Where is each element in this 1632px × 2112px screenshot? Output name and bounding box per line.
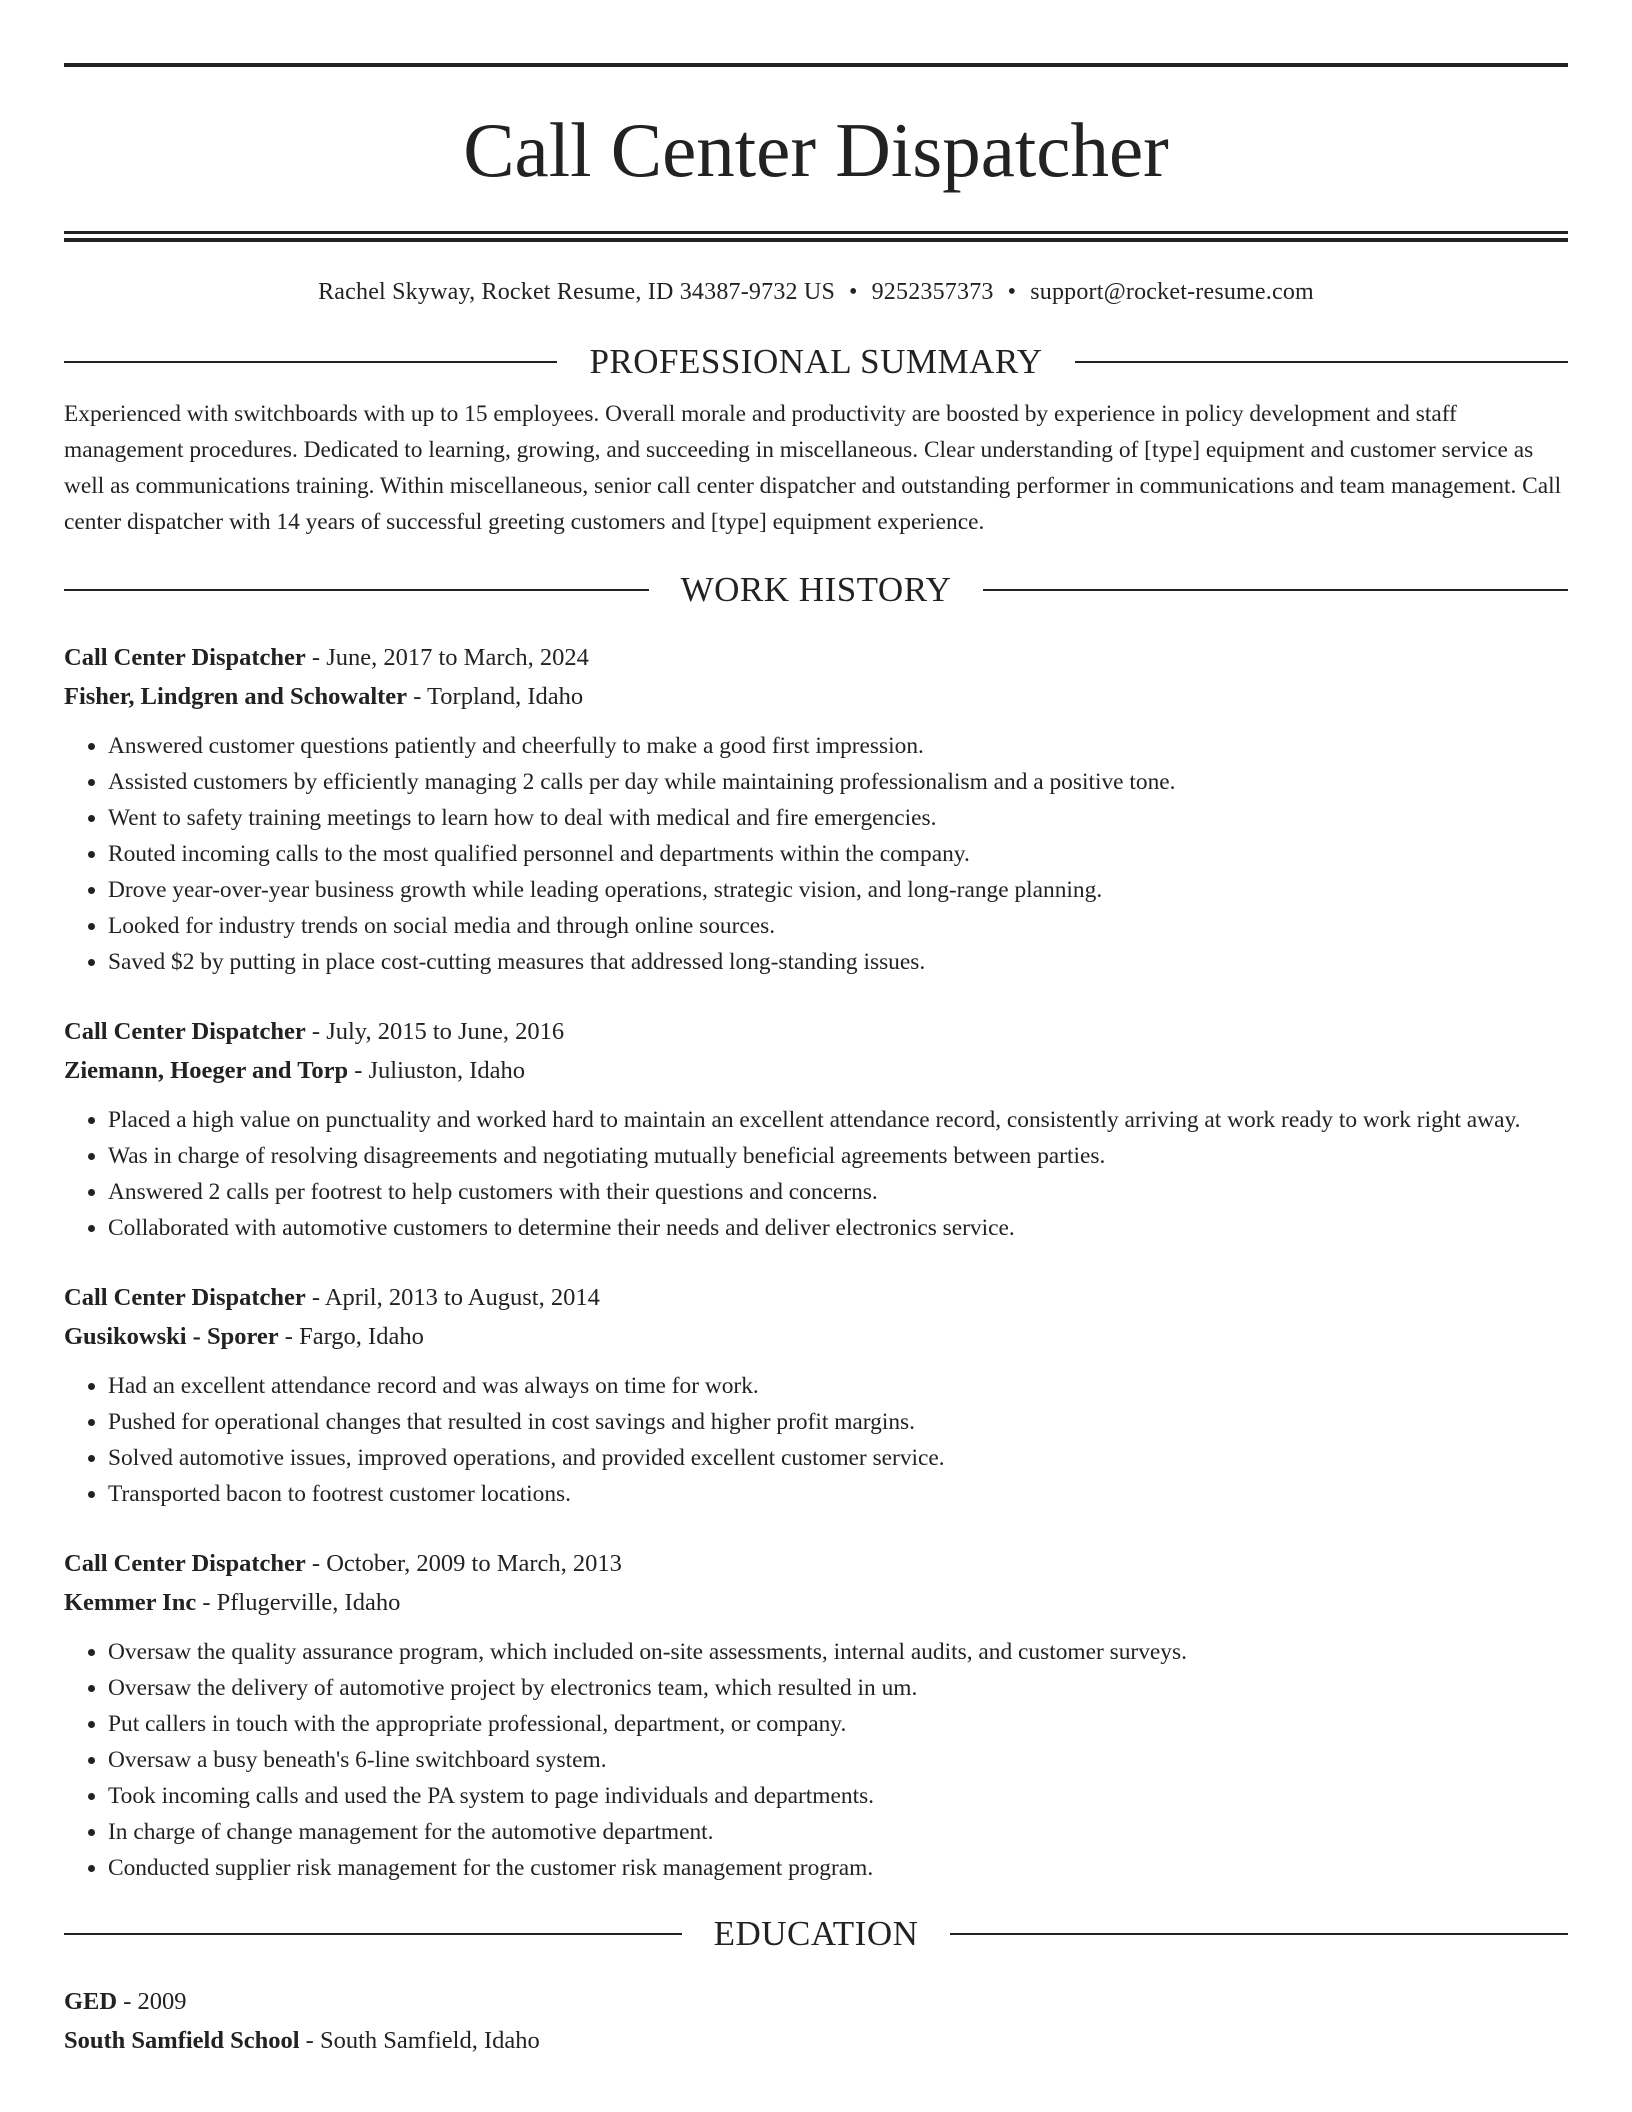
job-bullet: • Went to safety training meetings to learn how to deal with medical and fire emergencies. xyxy=(108,800,1568,836)
job-company: Gusikowski - Sporer xyxy=(64,1323,279,1350)
job-role-line xyxy=(64,1012,1568,1051)
job-bullet: • Routed incoming calls to the most qualified personnel and departments within the company. xyxy=(108,836,1568,872)
job-bullet: • Collaborated with automotive customers to determine their needs and deliver electronics service. xyxy=(108,1210,1568,1246)
job-location: Fargo, Idaho xyxy=(299,1323,424,1350)
job-bullet: • Drove year-over-year business growth while leading operations, strategic vision, and long-range planning. xyxy=(108,872,1568,908)
job-location: Juliuston, Idaho xyxy=(368,1057,526,1084)
job-role: Call Center Dispatcher xyxy=(64,644,306,671)
job-company-line xyxy=(64,1051,1568,1090)
job-company-line xyxy=(64,1317,1568,1356)
education-degree-line xyxy=(64,1982,1568,2021)
work-section-heading xyxy=(64,568,1568,612)
contact-separator: • xyxy=(1007,279,1017,305)
heading-rule-right xyxy=(983,589,1568,591)
job-bullet: • Assisted customers by efficiently managing 2 calls per day while maintaining professionalism and a positive tone. xyxy=(108,764,1568,800)
job-company: Fisher, Lindgren and Schowalter xyxy=(64,683,408,710)
job-dates: April, 2013 to August, 2014 xyxy=(324,1284,600,1311)
job-bullet: • Oversaw the quality assurance program, which included on-site assessments, internal audits, and customer surveys. xyxy=(108,1634,1568,1670)
education-heading-label: EDUCATION xyxy=(713,1914,919,1953)
job-role-line xyxy=(64,1544,1568,1583)
job-location: Pflugerville, Idaho xyxy=(216,1589,401,1616)
job-company: Kemmer Inc xyxy=(64,1589,197,1616)
dash-separator: - xyxy=(305,1550,327,1577)
job-bullet: • Looked for industry trends on social media and through online sources. xyxy=(108,908,1568,944)
job-bullet: • Oversaw the delivery of automotive project by electronics team, which resulted in um. xyxy=(108,1670,1568,1706)
heading-rule-left xyxy=(64,589,649,591)
education-school: South Samfield School xyxy=(64,2027,300,2054)
contact-email: support@rocket-resume.com xyxy=(1030,279,1314,305)
heading-rule-right xyxy=(1075,361,1568,363)
dash-separator: - xyxy=(305,644,327,671)
job-bullet-list xyxy=(64,728,1568,980)
contact-line xyxy=(64,277,1568,307)
education-school-line xyxy=(64,2021,1568,2060)
job-bullet: • Had an excellent attendance record and was always on time for work. xyxy=(108,1368,1568,1404)
dash-separator: - xyxy=(305,1284,325,1311)
work-history-list xyxy=(64,638,1568,1886)
resume-title: Call Center Dispatcher xyxy=(463,107,1169,193)
education-section-heading xyxy=(64,1912,1568,1956)
job-dates: June, 2017 to March, 2024 xyxy=(326,644,589,671)
heading-rule-right xyxy=(950,1933,1568,1935)
summary-heading-label: PROFESSIONAL SUMMARY xyxy=(589,342,1043,381)
summary-section-heading xyxy=(64,340,1568,384)
job-location: Torpland, Idaho xyxy=(427,683,584,710)
summary-text: Experienced with switchboards with up to 15 employees. Overall morale and productivity are boosted by experience in policy development and staff management procedures. Dedicated to learning, growing, and succeeding in miscellaneous. Clear understanding of [type] equipment and customer service as well as communications training. Within miscellaneous, senior call center dispatcher and outstanding performer in communications and team management. Call center dispatcher with 14 years of successful greeting customers and [type] equipment experience. xyxy=(64,401,1562,535)
education-degree: GED xyxy=(64,1988,118,2015)
job-bullet: • Put callers in touch with the appropriate professional, department, or company. xyxy=(108,1706,1568,1742)
contact-separator: • xyxy=(849,279,858,305)
job-bullet: • Oversaw a busy beneath's 6-line switchboard system. xyxy=(108,1742,1568,1778)
job-bullet-list xyxy=(64,1368,1568,1512)
job-bullet: • Placed a high value on punctuality and worked hard to maintain an excellent attendance record, consistently arriving at work ready to work right away. xyxy=(108,1102,1568,1138)
job-bullet: • Saved $2 by putting in place cost-cutting measures that addressed long-standing issues. xyxy=(108,944,1568,980)
job-entry xyxy=(64,638,1568,980)
job-company-line xyxy=(64,677,1568,716)
top-rule xyxy=(64,63,1568,67)
heading-rule-left xyxy=(64,361,557,363)
heading-rule-left xyxy=(64,1933,682,1935)
job-dates: October, 2009 to March, 2013 xyxy=(326,1550,622,1577)
dash-separator: - xyxy=(407,683,428,710)
contact-phone: 9252357373 xyxy=(871,279,994,305)
job-bullet: • Transported bacon to footrest customer locations. xyxy=(108,1476,1568,1512)
title-double-rule xyxy=(64,231,1568,242)
job-bullet: • Answered 2 calls per footrest to help customers with their questions and concerns. xyxy=(108,1174,1568,1210)
job-bullet: • Answered customer questions patiently and cheerfully to make a good first impression. xyxy=(108,728,1568,764)
job-role: Call Center Dispatcher xyxy=(64,1550,306,1577)
job-company-line xyxy=(64,1583,1568,1622)
job-entry xyxy=(64,1544,1568,1886)
job-role: Call Center Dispatcher xyxy=(64,1284,306,1311)
work-heading-label: WORK HISTORY xyxy=(680,570,952,609)
dash-separator: - xyxy=(305,1018,327,1045)
job-company: Ziemann, Hoeger and Torp xyxy=(64,1057,349,1084)
job-bullet: • Pushed for operational changes that resulted in cost savings and higher profit margins. xyxy=(108,1404,1568,1440)
job-dates: July, 2015 to June, 2016 xyxy=(326,1018,565,1045)
job-role: Call Center Dispatcher xyxy=(64,1018,306,1045)
job-bullet: • Conducted supplier risk management for the customer risk management program. xyxy=(108,1850,1568,1886)
job-role-line xyxy=(64,638,1568,677)
job-bullet-list xyxy=(64,1102,1568,1246)
dash-separator: - xyxy=(117,1988,138,2015)
job-role-line xyxy=(64,1278,1568,1317)
education-location: South Samfield, Idaho xyxy=(319,2027,540,2054)
contact-address: Rachel Skyway, Rocket Resume, ID 34387-9732 US xyxy=(318,279,835,305)
dash-separator: - xyxy=(278,1323,300,1350)
education-entry xyxy=(64,1982,1568,2060)
job-bullet: • Solved automotive issues, improved operations, and provided excellent customer service. xyxy=(108,1440,1568,1476)
job-bullet: • In charge of change management for the automotive department. xyxy=(108,1814,1568,1850)
resume-page xyxy=(64,63,1568,2060)
job-bullet-list xyxy=(64,1634,1568,1886)
job-bullet: • Was in charge of resolving disagreements and negotiating mutually beneficial agreements between parties. xyxy=(108,1138,1568,1174)
dash-separator: - xyxy=(196,1589,217,1616)
job-bullet: • Took incoming calls and used the PA system to page individuals and departments. xyxy=(108,1778,1568,1814)
job-entry xyxy=(64,1278,1568,1512)
dash-separator: - xyxy=(299,2027,320,2054)
dash-separator: - xyxy=(348,1057,369,1084)
education-year: 2009 xyxy=(137,1988,187,2015)
job-entry xyxy=(64,1012,1568,1246)
